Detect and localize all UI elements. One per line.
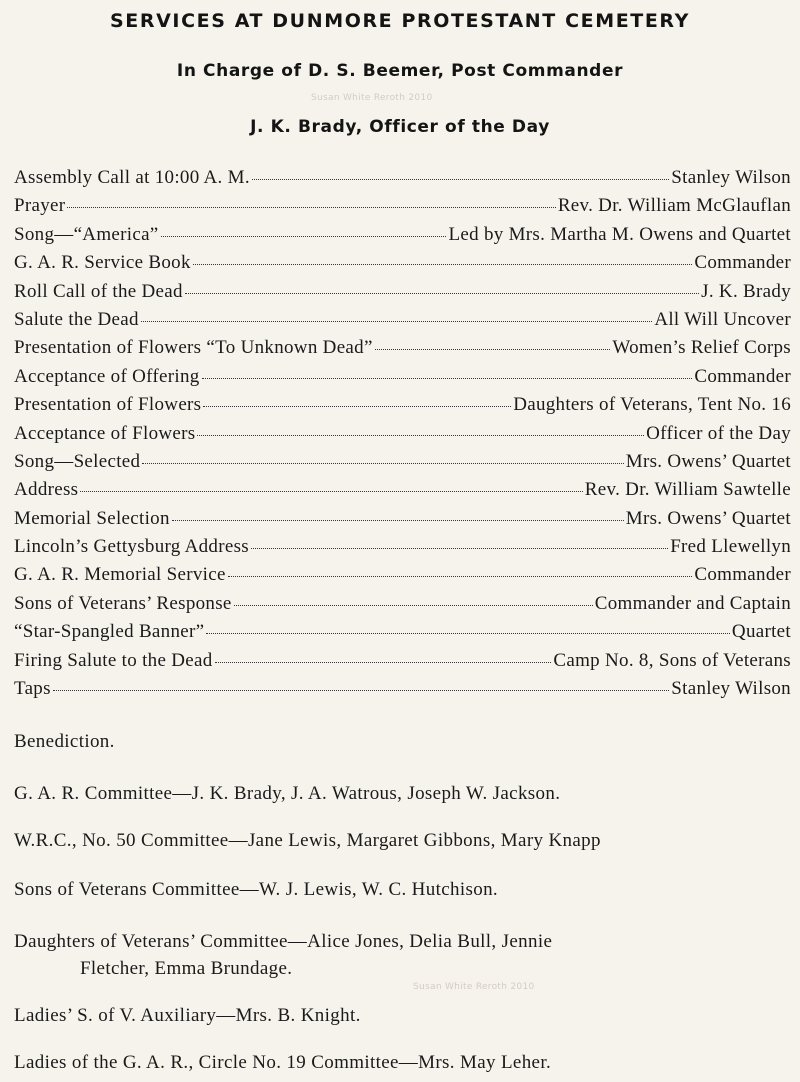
program-row	[14, 195, 791, 223]
program-participant: Led by Mrs. Martha M. Owens and Quartet	[448, 223, 791, 245]
program-participant: Officer of the Day	[646, 422, 791, 444]
program-participant: Stanley Wilson	[671, 678, 791, 700]
program-participant: Quartet	[731, 621, 791, 643]
program-row	[14, 593, 791, 621]
dot-leader	[252, 179, 669, 180]
dot-leader	[251, 548, 668, 549]
dot-leader	[142, 463, 623, 464]
dot-leader	[161, 236, 447, 237]
subtitle-officer: J. K. Brady, Officer of the Day	[250, 117, 550, 137]
dot-leader	[203, 406, 511, 407]
program-row	[14, 423, 791, 451]
program-row	[14, 508, 791, 536]
program-item: Taps	[14, 678, 51, 700]
dot-leader	[172, 520, 624, 521]
dot-leader	[141, 321, 653, 322]
committee-ladies-sov-auxiliary: Ladies’ S. of V. Auxiliary—Mrs. B. Knight.	[14, 1005, 361, 1026]
program-participant: Rev. Dr. William Sawtelle	[584, 479, 791, 501]
program-item: G. A. R. Memorial Service	[14, 564, 226, 586]
program-item: Lincoln’s Gettysburg Address	[14, 536, 249, 558]
committee-gar: G. A. R. Committee—J. K. Brady, J. A. Watrous, Joseph W. Jackson.	[14, 783, 561, 804]
program-participant: Stanley Wilson	[671, 167, 791, 188]
program-item: G. A. R. Service Book	[14, 252, 191, 274]
dot-leader	[80, 491, 582, 492]
program-row	[14, 366, 791, 394]
watermark: Susan White Reroth 2010	[311, 93, 433, 103]
program-participant: Commander and Captain	[594, 592, 791, 614]
program-row	[14, 451, 791, 479]
program-participant: Rev. Dr. William McGlauflan	[557, 195, 791, 217]
program-row	[14, 309, 791, 337]
dot-leader	[185, 293, 699, 294]
dot-leader	[193, 264, 693, 265]
benediction: Benediction.	[14, 731, 115, 752]
program-row	[14, 650, 791, 678]
program-participant: Women’s Relief Corps	[612, 337, 791, 359]
program-item: Assembly Call at 10:00 A. M.	[14, 167, 250, 188]
program-row	[14, 281, 791, 309]
program-row	[14, 564, 791, 592]
program-item: Memorial Selection	[14, 507, 170, 529]
watermark-2: Susan White Reroth 2010	[413, 982, 535, 992]
program-item: Salute the Dead	[14, 308, 139, 330]
program-row	[14, 167, 791, 195]
committee-dov-line1: Daughters of Veterans’ Committee—Alice Jones, Delia Bull, Jennie	[14, 931, 553, 952]
program-item: Song—“America”	[14, 223, 159, 245]
program-item: Address	[14, 479, 79, 501]
program-row	[14, 536, 791, 564]
program-participant: Mrs. Owens’ Quartet	[625, 450, 791, 472]
dot-leader	[228, 576, 693, 577]
program-row	[14, 479, 791, 507]
dot-leader	[202, 378, 693, 379]
program-participant: Commander	[694, 365, 791, 387]
page-title: SERVICES AT DUNMORE PROTESTANT CEMETERY	[110, 10, 690, 32]
program-item: Prayer	[14, 195, 66, 217]
program-participant: Camp No. 8, Sons of Veterans	[553, 649, 791, 671]
program-participant: Fred Llewellyn	[670, 536, 791, 558]
dot-leader	[234, 605, 593, 606]
subtitle-commander: In Charge of D. S. Beemer, Post Commander	[176, 61, 624, 81]
dot-leader	[375, 349, 611, 350]
program-row	[14, 621, 791, 649]
program-item: Song—Selected	[14, 450, 141, 472]
program-row	[14, 252, 791, 280]
program-item: Presentation of Flowers “To Unknown Dead”	[14, 337, 373, 359]
program-item: Acceptance of Flowers	[14, 422, 196, 444]
program-item: Sons of Veterans’ Response	[14, 592, 232, 614]
program-item: Acceptance of Offering	[14, 365, 200, 387]
committee-sons-of-veterans: Sons of Veterans Committee—W. J. Lewis, W. C. Hutchison.	[14, 879, 499, 900]
committee-ladies-of-gar: Ladies of the G. A. R., Circle No. 19 Committee—Mrs. May Leher.	[14, 1052, 552, 1073]
dot-leader	[53, 690, 669, 691]
program-participant: Daughters of Veterans, Tent No. 16	[513, 394, 791, 416]
program-participant: Commander	[694, 252, 791, 274]
dot-leader	[215, 662, 552, 663]
program-row	[14, 337, 791, 365]
program-item: Firing Salute to the Dead	[14, 649, 213, 671]
program-item: “Star-Spangled Banner”	[14, 621, 205, 643]
program-row	[14, 224, 791, 252]
committee-daughters-of-veterans	[14, 928, 792, 982]
committee-wrc: W.R.C., No. 50 Committee—Jane Lewis, Margaret Gibbons, Mary Knapp	[14, 830, 601, 851]
dot-leader	[197, 435, 644, 436]
program-participant: J. K. Brady	[701, 280, 791, 302]
program-item: Roll Call of the Dead	[14, 280, 183, 302]
program-row	[14, 394, 791, 422]
program-list	[14, 167, 791, 706]
program-item: Presentation of Flowers	[14, 394, 202, 416]
program-participant: Commander	[694, 564, 791, 586]
dot-leader	[206, 633, 730, 634]
program-participant: Mrs. Owens’ Quartet	[625, 507, 791, 529]
committee-dov-line2: Fletcher, Emma Brundage.	[80, 958, 293, 979]
dot-leader	[67, 207, 555, 208]
program-participant: All Will Uncover	[654, 308, 791, 330]
program-row	[14, 678, 791, 706]
